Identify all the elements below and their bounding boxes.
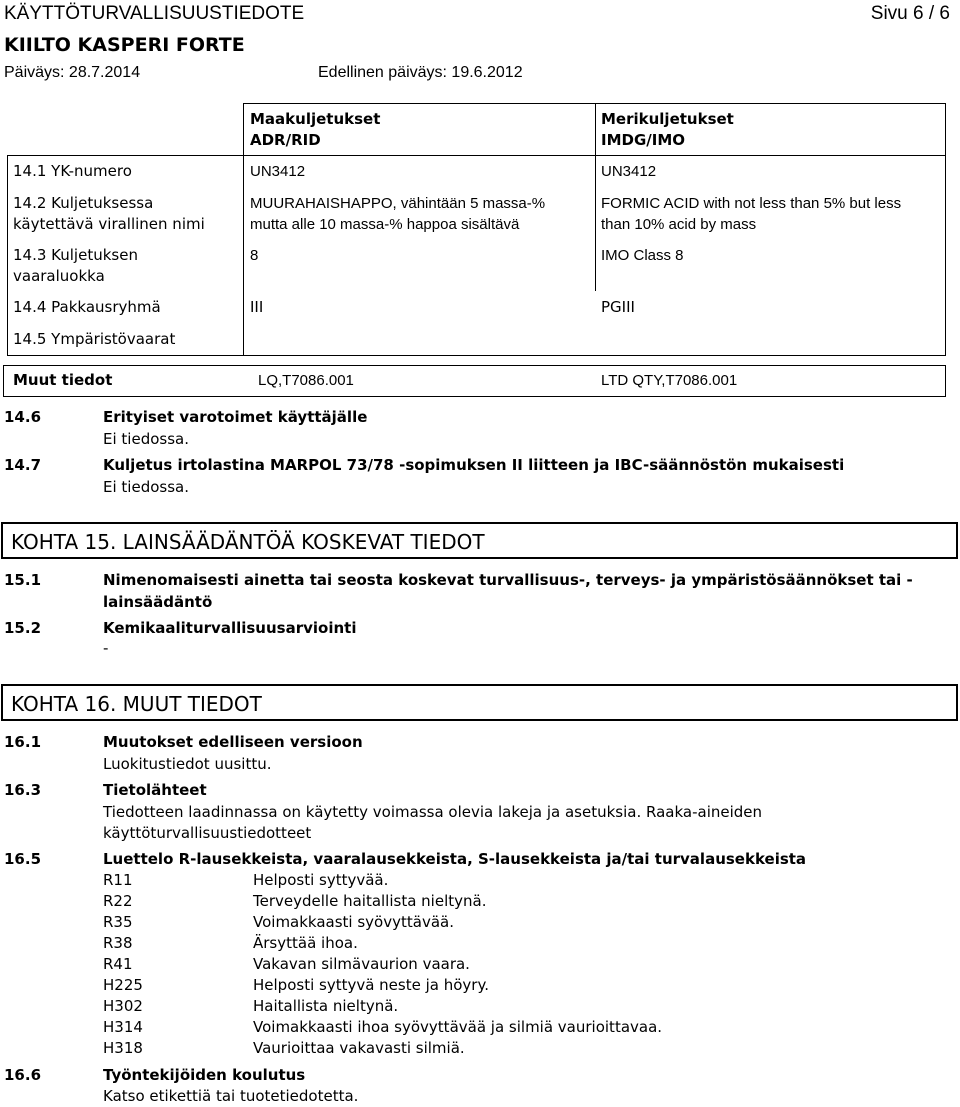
phrase-code: H318 [103,1039,143,1057]
section-16-heading [1,684,958,721]
section-text: Ei tiedossa. [103,430,189,448]
section-text: Luokitustiedot uusittu. [103,755,272,773]
section-title: Työntekijöiden koulutus [103,1066,306,1084]
land-un-number: UN3412 [250,163,306,180]
phrase-text: Haitallista nieltynä. [253,997,399,1015]
row-label-shipping-name: 14.2 Kuljetuksessa käytettävä virallinen nimi [13,194,205,233]
column-divider [243,155,244,356]
transport-body [7,155,946,356]
section-text: - [103,639,109,657]
section-title: Erityiset varotoimet käyttäjälle [103,408,368,426]
row-label-environmental-hazards: 14.5 Ympäristövaarat [13,330,176,348]
land-hazard-class: 8 [250,247,259,264]
phrase-code: R38 [103,934,133,952]
sea-transport-heading: Merikuljetukset IMDG/IMO [601,110,734,149]
section-number: 16.3 [4,781,42,799]
section-text-continued: käyttöturvallisuustiedotteet [103,824,312,842]
section-number: 14.6 [4,408,42,426]
row-label-hazard-class: 14.3 Kuljetuksen vaaraluokka [13,246,138,285]
phrase-row [0,891,960,912]
section-title: Kemikaaliturvallisuusarviointi [103,619,357,637]
phrase-text: Voimakkaasti ihoa syövyttävää ja silmiä vaurioittavaa. [253,1018,663,1036]
other-info-land: LQ,T7086.001 [258,372,354,389]
section-title: Tietolähteet [103,781,207,799]
section-number: 16.5 [4,850,42,868]
section-title-continued: lainsäädäntö [103,593,213,611]
section-number: 15.2 [4,619,42,637]
phrase-row [0,975,960,996]
section-heading-text: KOHTA 15. LAINSÄÄDÄNTÖÄ KOSKEVAT TIEDOT [11,530,485,554]
phrase-code: H314 [103,1018,143,1036]
row-label-un-number: 14.1 YK-numero [13,162,132,180]
phrase-row [0,954,960,975]
product-name: KIILTO KASPERI FORTE [4,34,245,56]
phrase-text: Ärsyttää ihoa. [253,934,358,952]
column-divider [595,155,596,291]
phrase-code: H302 [103,997,143,1015]
land-shipping-name: MUURAHAISHAPPO, vähintään 5 massa-% mutta alle 10 massa-% happoa sisältävä [250,195,546,233]
phrase-code: R35 [103,913,133,931]
section-text: Tiedotteen laadinnassa on käytetty voimassa olevia lakeja ja asetuksia. Raaka-aineiden [103,803,763,821]
section-text: Katso etikettiä tai tuotetiedotetta. [103,1087,359,1105]
phrase-row [0,933,960,954]
section-number: 16.1 [4,733,42,751]
phrase-row [0,1017,960,1038]
section-15-heading [1,522,958,559]
phrase-list [0,870,960,1059]
section-title: Nimenomaisesti ainetta tai seosta koskevat turvallisuus-, terveys- ja ympäristösäännökset tai - [103,571,913,589]
phrase-code: R41 [103,955,133,973]
phrase-row [0,870,960,891]
phrase-text: Vaurioittaa vakavasti silmiä. [253,1039,465,1057]
sea-un-number: UN3412 [601,163,657,180]
sea-hazard-class: IMO Class 8 [601,247,684,264]
phrase-row [0,996,960,1017]
section-title: Kuljetus irtolastina MARPOL 73/78 -sopimuksen II liitteen ja IBC-säännöstön mukaisesti [103,456,845,474]
phrase-text: Voimakkaasti syövyttävää. [253,913,454,931]
phrase-text: Helposti syttyvä neste ja höyry. [253,976,489,994]
sea-packing-group: PGIII [601,298,635,316]
phrase-code: R22 [103,892,133,910]
phrase-code: H225 [103,976,143,994]
section-text: Ei tiedossa. [103,478,189,496]
section-number: 15.1 [4,571,42,589]
other-info-row [3,365,946,397]
section-heading-text: KOHTA 16. MUUT TIEDOT [11,692,262,716]
previous-date: Edellinen päiväys: 19.6.2012 [318,64,523,81]
other-info-sea: LTD QTY,T7086.001 [601,372,738,389]
section-title: Muutokset edelliseen versioon [103,733,363,751]
phrase-code: R11 [103,871,133,889]
land-transport-heading: Maakuljetukset ADR/RID [250,110,381,149]
phrase-text: Vakavan silmävaurion vaara. [253,955,470,973]
section-number: 16.6 [4,1066,42,1084]
phrase-row [0,912,960,933]
section-title: Luettelo R-lausekkeista, vaaralausekkeista, S-lausekkeista ja/tai turvalausekkeista [103,850,807,868]
document-type: KÄYTTÖTURVALLISUUSTIEDOTE [4,3,305,24]
phrase-text: Terveydelle haitallista nieltynä. [253,892,487,910]
phrase-row [0,1038,960,1059]
phrase-text: Helposti syttyvää. [253,871,389,889]
row-label-packing-group: 14.4 Pakkausryhmä [13,298,161,316]
sea-shipping-name: FORMIC ACID with not less than 5% but less than 10% acid by mass [601,195,902,233]
land-packing-group: III [250,298,264,316]
page-number: Sivu 6 / 6 [870,3,950,24]
issue-date: Päiväys: 28.7.2014 [4,64,141,81]
section-number: 14.7 [4,456,42,474]
other-info-label: Muut tiedot [13,371,113,389]
